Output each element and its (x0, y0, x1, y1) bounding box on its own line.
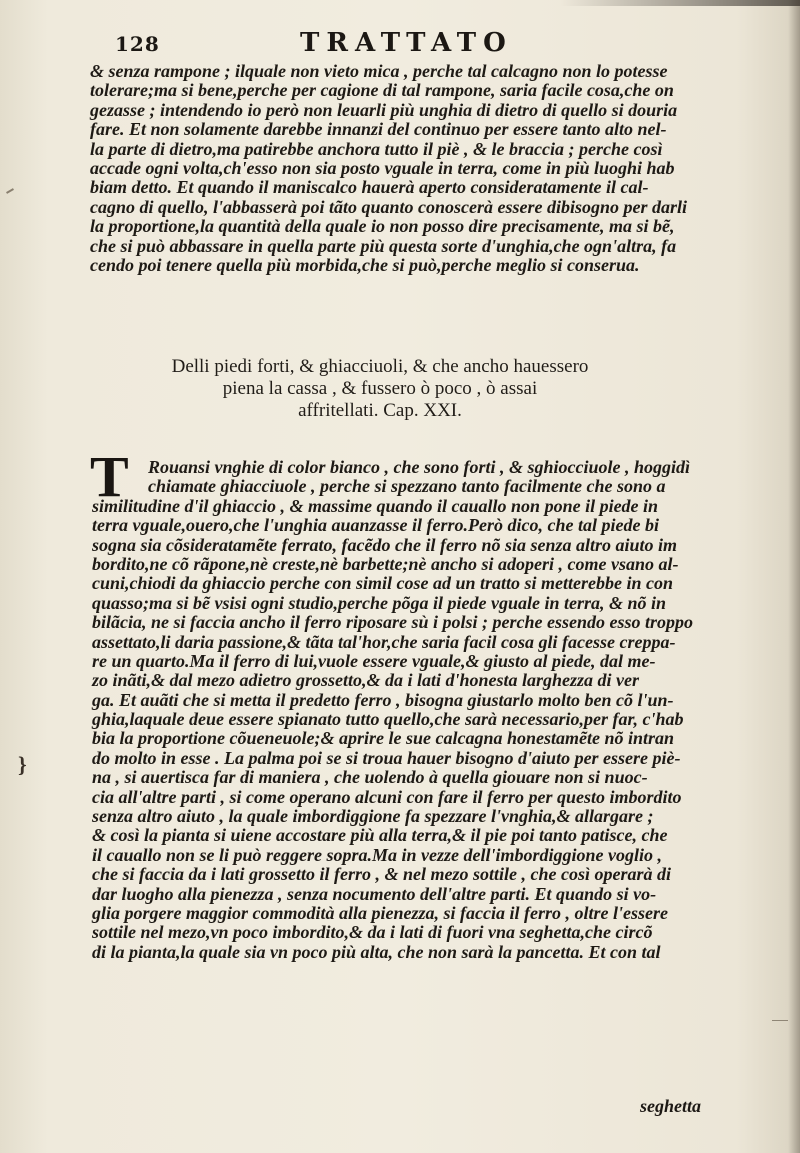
text-line: cendo poi tenere quella più morbida,che si può,perche meglio si conserua. (90, 254, 640, 275)
text-line: bordito,ne cõ rãpone,nè creste,nè barbette;nè ancho si adoperi , come vsano al- (92, 553, 679, 574)
page-top-shadow (560, 0, 800, 6)
heading-line: Delli piedi forti, & ghiacciuoli, & che ancho hauessero (171, 356, 589, 377)
text-line: dar luogho alla pienezza , senza nocumento dell'altre parti. Et quando si vo- (92, 883, 657, 904)
text-line: che si faccia da i lati grossetto il ferro , & nel mezo sottile , che così operarà di (92, 864, 671, 885)
text-line: che si può abbassare in quella parte più questa sorte d'unghia,che ogn'altra, fa (90, 235, 677, 256)
paragraph-main (92, 458, 693, 962)
page-header (0, 28, 800, 64)
text-line: di la pianta,la quale sia vn poco più alta, che non sarà la pancetta. Et con tal (92, 941, 661, 962)
text-line: assettato,li daria passione,& tãta tal'hor,che saria facil cosa gli facesse creppa- (92, 631, 676, 652)
text-line: Rouansi vnghie di color bianco , che sono forti , & sghiocciuole , hoggidì (148, 457, 691, 477)
text-line: & senza rampone ; ilquale non vieto mica , perche tal calcagno non lo potesse (90, 61, 668, 81)
text-line: la parte di dietro,ma patirebbe anchora tutto il piè , & le braccia ; perche così (90, 138, 663, 159)
text-line: & così la pianta si uiene accostare più alla terra,& il pie poi tanto patisce, che (92, 825, 668, 846)
text-line: sogna sia cõsideratamẽte ferrato, facẽdo che il ferro nõ sia senza altro aiuto im (92, 534, 677, 555)
text-line: glia porgere maggior commodità alla pienezza, si faccia il ferro , oltre l'essere (92, 902, 668, 923)
text-line: do molto in esse . La palma poi se si troua hauer bisogno d'aiuto per essere piè- (92, 747, 681, 768)
text-line: fare. Et non solamente darebbe innanzi del continuo per essere tanto alto nel- (90, 119, 667, 140)
heading-line: affritellati. Cap. XXI. (298, 400, 462, 421)
paragraph-top (90, 62, 687, 275)
page-edge-shadow (788, 0, 800, 1153)
text-line: cia all'altre parti , si come operano alcuni con fare il ferro per questo imbordito (92, 786, 682, 807)
margin-bracket-mark: } (18, 752, 27, 777)
text-line: il cauallo non se li può reggere sopra.Ma in vezze dell'imbordiggione voglio , (92, 844, 663, 865)
text-line: cagno di quello, l'abbasserà poi tãto quanto conoscerà essere dibisogno per darli (90, 196, 688, 217)
text-line: bilãcia, ne si faccia ancho il ferro riposare sù i polsi ; perche essendo esso troppo (92, 612, 693, 633)
page-number: 128 (115, 32, 160, 56)
text-line: tolerare;ma si bene,perche per cagione di tal rampone, saria facile cosa,che on (90, 80, 674, 101)
heading-line: piena la cassa , & fussero ò poco , ò assai (222, 378, 538, 399)
text-line: accade ogni volta,ch'esso non sia posto vguale in terra, come in più luoghi hab (90, 157, 675, 178)
text-line: na , si auertisca far di maniera , che uolendo à quella giouare non si nuoc- (92, 767, 648, 788)
text-line: terra vguale,ouero,che l'unghia auanzasse il ferro.Però dico, che tal piede bi (92, 515, 659, 536)
text-line: sottile nel mezo,vn poco imbordito,& da i lati di fuori vna seghetta,che circõ (92, 922, 653, 943)
text-line: ga. Et auãti che si metta il predetto ferro , bisogna giustarlo molto ben cõ l'un- (92, 689, 674, 710)
text-line: gezasse ; intendendo io però non leuarli più unghia di dietro di quello si douria (90, 99, 678, 120)
catchword: seghetta (640, 1096, 701, 1116)
text-line: chiamate ghiacciuole , perche si spezzano tanto facilmente che sono a (148, 476, 666, 497)
text-line: bia la proportione cõueneuole;& aprire le sue calcagna honestamẽte nõ intran (92, 728, 675, 749)
drop-cap: T (90, 444, 129, 509)
text-line: zo inãti,& dal mezo adietro grossetto,& da i lati d'honesta larghezza di ver (92, 670, 640, 691)
text-line: re un quarto.Ma il ferro di lui,vuole essere vguale,& giusto al piede, dal me- (92, 650, 656, 671)
text-line: ghia,laquale deue essere spianato tutto quello,che sarà necessario,per far, c'hab (92, 709, 684, 730)
text-line: biam detto. Et quando il maniscalco hauerà aperto consideratamente il cal- (90, 177, 649, 198)
margin-rule (772, 1020, 788, 1021)
text-line: senza altro aiuto , la quale imbordiggione fa spezzare l'vnghia,& allargare ; (92, 806, 654, 827)
text-line: quasso;ma si bẽ vsisi ogni studio,perche põga il piede vguale in terra, & nõ in (92, 592, 667, 613)
text-line: la proportione,la quantità della quale io non posso dire precisamente, ma si bẽ, (90, 216, 675, 237)
text-line: cuni,chiodi da ghiaccio perche con simil cose ad un tratto si metterebbe in con (92, 573, 673, 594)
running-title: TRATTATO (300, 28, 513, 58)
chapter-heading (150, 356, 610, 422)
margin-tick (6, 188, 14, 194)
text-line: similitudine d'il ghiaccio , & massime quando il cauallo non pone il piede in (92, 495, 659, 516)
